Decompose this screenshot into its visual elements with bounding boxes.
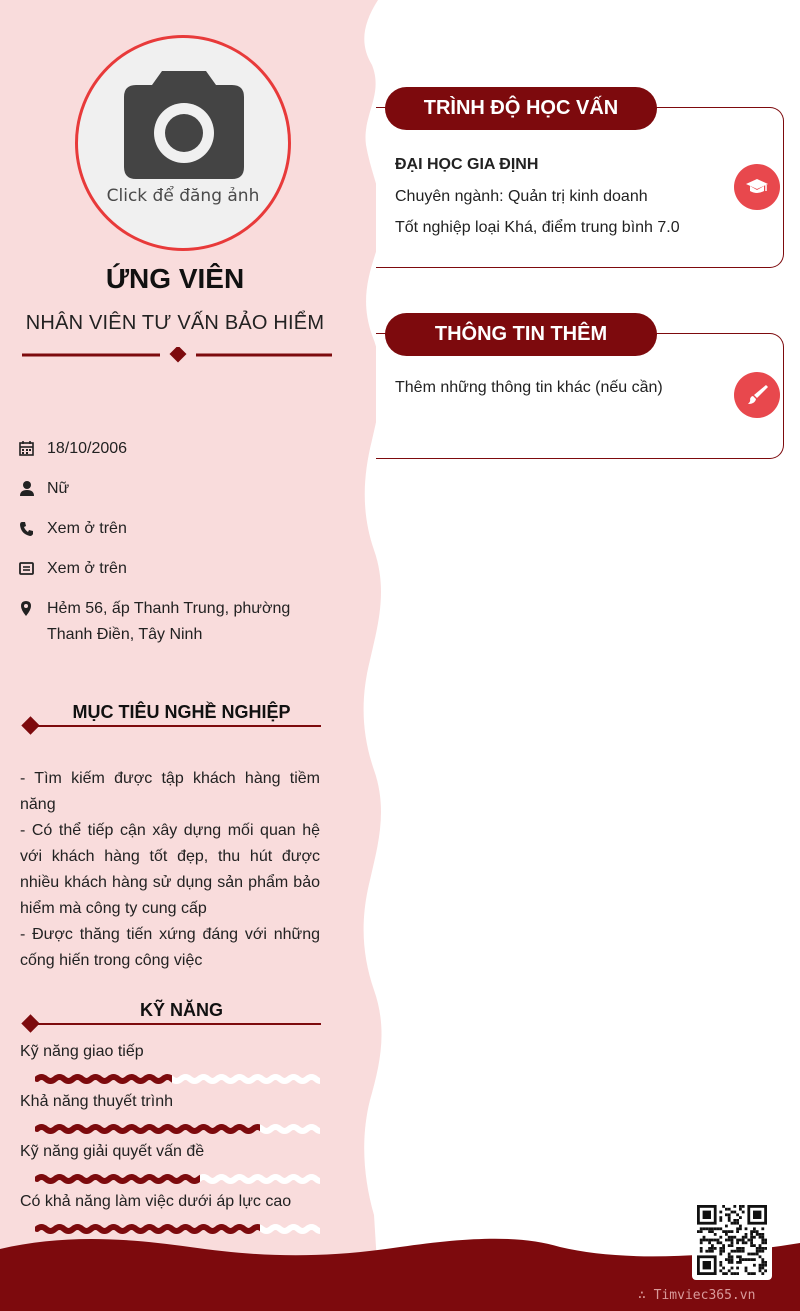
skill-name: Kỹ năng giao tiếp: [20, 1043, 144, 1060]
camera-icon: [122, 71, 246, 179]
contact-value: Xem ở trên: [47, 560, 127, 577]
education-school: ĐẠI HỌC GIA ĐỊNH: [395, 156, 539, 173]
objective-line: - Có thể tiếp cận xây dựng mối quan hệ với khách hàng tốt đẹp, thu hút được nhiều khách hàng sử dụng sản phẩm bảo hiểm mà công ty cung cấp: [20, 822, 320, 917]
more-info-icon-badge: [734, 372, 780, 418]
contact-value: 18/10/2006: [47, 440, 128, 457]
calendar-icon: [18, 440, 36, 458]
skill-name: Kỹ năng giải quyết vấn đề: [20, 1143, 205, 1160]
objective-title: MỤC TIÊU NGHỀ NGHIỆP: [72, 702, 291, 722]
avatar-upload[interactable]: [75, 35, 291, 251]
name-divider: [20, 347, 360, 363]
contact-birthday: [18, 436, 328, 462]
more-info-text: Thêm những thông tin khác (nếu cần): [395, 379, 663, 396]
skill-name: Có khả năng làm việc dưới áp lực cao: [20, 1193, 292, 1210]
contact-value: Nữ: [47, 480, 70, 497]
education-icon-badge: [734, 164, 780, 210]
map-pin-icon: [18, 600, 36, 618]
phone-icon: [18, 520, 36, 538]
watermark: ∴ Timviec365.vn: [638, 1288, 756, 1303]
skill-level-bar: [35, 1172, 320, 1186]
objective-text: [20, 766, 320, 974]
skills-heading: [18, 1000, 323, 1033]
graduation-cap-icon: [745, 175, 769, 199]
heading-line: [36, 725, 321, 727]
skill-name: Khả năng thuyết trình: [20, 1093, 173, 1110]
skill-level-bar: [35, 1072, 320, 1086]
qr-code[interactable]: [692, 1200, 772, 1280]
skills-title: KỸ NĂNG: [139, 1000, 223, 1020]
education-major: Chuyên ngành: Quản trị kinh doanh: [395, 188, 648, 205]
education-grade: Tốt nghiệp loại Khá, điểm trung bình 7.0: [395, 219, 680, 236]
skill-level-bar: [35, 1122, 320, 1136]
contact-address: [18, 596, 328, 648]
contact-value: Hẻm 56, ấp Thanh Trung, phường Thanh Điền, Tây Ninh: [47, 600, 291, 643]
contact-phone: [18, 516, 328, 542]
objective-heading: [18, 702, 323, 735]
paint-brush-icon: [745, 383, 769, 407]
photo-caption: Click để đăng ảnh: [106, 186, 260, 206]
qr-code-icon: [697, 1205, 767, 1275]
objective-line: - Được thăng tiến xứng đáng với những cống hiến trong công việc: [20, 926, 320, 969]
more-info-title: THÔNG TIN THÊM: [385, 313, 657, 356]
candidate-position: NHÂN VIÊN TƯ VẤN BẢO HIỂM: [25, 312, 325, 334]
heading-line: [36, 1023, 321, 1025]
contact-email: [18, 556, 328, 582]
user-icon: [18, 480, 36, 498]
skill-level-bar: [35, 1222, 320, 1236]
contact-value: Xem ở trên: [47, 520, 127, 537]
objective-line: - Tìm kiếm được tập khách hàng tiềm năng: [20, 770, 320, 813]
email-icon: [18, 560, 36, 578]
contact-gender: [18, 476, 328, 502]
education-title: TRÌNH ĐỘ HỌC VẤN: [385, 87, 657, 130]
candidate-name: ỨNG VIÊN: [105, 263, 245, 294]
